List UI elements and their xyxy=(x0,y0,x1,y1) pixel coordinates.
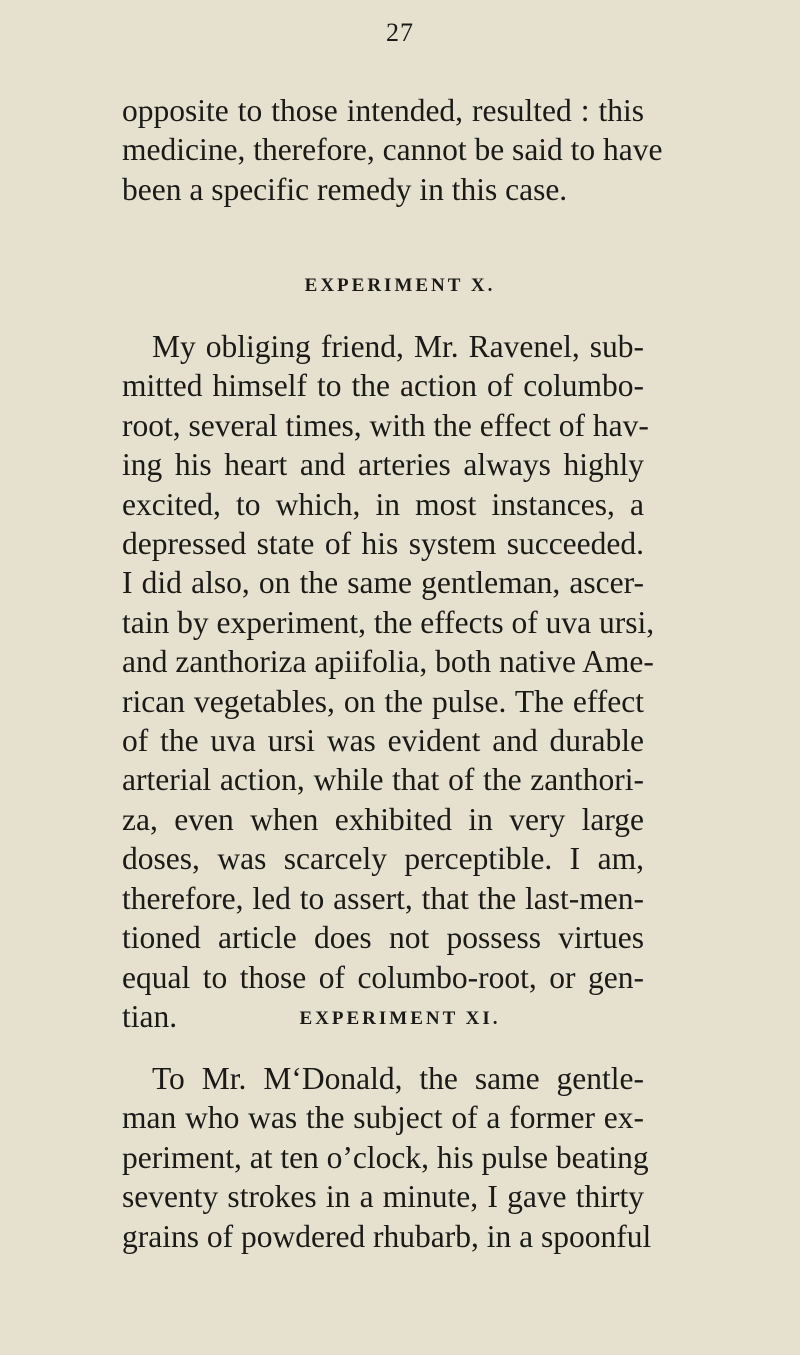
paragraph-2-line: equal to those of columbo-root, or gen- xyxy=(122,959,644,995)
paragraph-1-line: been a specific remedy in this case. xyxy=(122,171,568,207)
paragraph-1-line: opposite to those intended, resulted : this xyxy=(122,93,644,128)
paragraph-2-line: tain by experiment, the effects of uva ursi, xyxy=(122,604,655,640)
paragraph-1-line: medicine, therefore, cannot be said to have xyxy=(122,132,663,168)
paragraph-2-line: ing his heart and arteries always highly xyxy=(122,447,644,483)
paragraph-2-line: mitted himself to the action of columbo- xyxy=(122,368,644,404)
paragraph-2-line: rican vegetables, on the pulse. The effect xyxy=(122,683,644,719)
paragraph-2-line: tian. xyxy=(122,998,178,1034)
paragraph-2-line: My obliging friend, Mr. Ravenel, sub- xyxy=(152,329,644,364)
paragraph-2-line: doses, was scarcely perceptible. I am, xyxy=(122,841,644,877)
paragraph-2-line: tioned article does not possess virtues xyxy=(122,920,644,956)
paragraph-2-line: I did also, on the same gentleman, ascer- xyxy=(122,565,644,601)
paragraph-2 xyxy=(122,327,655,1036)
paragraph-3-text xyxy=(122,1059,652,1256)
paragraph-3-line: grains of powdered rhubarb, in a spoonful xyxy=(122,1218,652,1254)
paragraph-2-line: arterial action, while that of the zanthori- xyxy=(122,762,644,798)
paragraph-1-text xyxy=(122,91,663,209)
paragraph-2-line: depressed state of his system succeeded. xyxy=(122,526,644,562)
paragraph-3-line: periment, at ten o’clock, his pulse beating xyxy=(122,1139,649,1175)
experiment-xi-heading: EXPERIMENT XI. xyxy=(299,1008,501,1029)
paragraph-3 xyxy=(122,1059,652,1256)
paragraph-2-line: therefore, led to assert, that the last-men- xyxy=(122,880,644,916)
paragraph-2-line: root, several times, with the effect of hav- xyxy=(122,407,649,443)
paragraph-2-line: of the uva ursi was evident and durable xyxy=(122,723,644,759)
paragraph-3-line: seventy strokes in a minute, I gave thirty xyxy=(122,1179,644,1215)
experiment-x-heading: EXPERIMENT X. xyxy=(304,275,496,296)
paragraph-3-line: To Mr. M‘Donald, the same gentle- xyxy=(152,1061,644,1096)
paragraph-2-line: excited, to which, in most instances, a xyxy=(122,486,644,522)
paragraph-3-line: man who was the subject of a former ex- xyxy=(122,1100,644,1136)
paragraph-2-line: and zanthoriza apiifolia, both native Ame- xyxy=(122,644,654,680)
paragraph-1 xyxy=(122,91,663,209)
page-number: 27 xyxy=(386,18,414,47)
paragraph-2-text xyxy=(122,327,655,1036)
paragraph-2-line: za, even when exhibited in very large xyxy=(122,801,644,837)
